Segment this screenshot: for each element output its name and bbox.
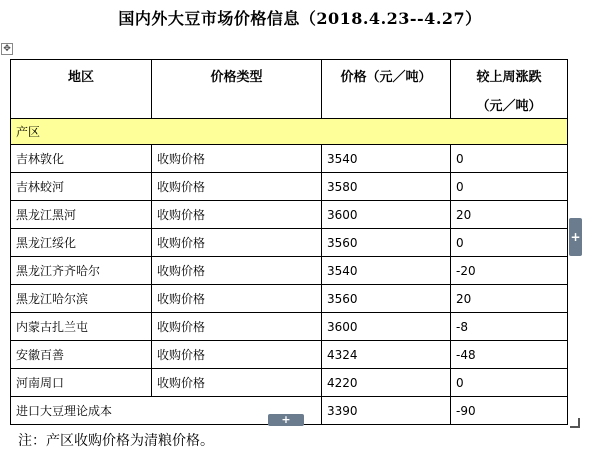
cell-price[interactable]: 4324 — [322, 341, 451, 369]
table-row — [11, 145, 568, 173]
cell-region[interactable]: 黑龙江齐齐哈尔 — [11, 257, 152, 285]
header-weekly-change-unit: （元／吨） — [476, 99, 542, 114]
footnote: 注：产区收购价格为清粮价格。 — [18, 433, 214, 449]
cell-price-type[interactable]: 收购价格 — [152, 145, 322, 173]
cell-change[interactable]: -20 — [451, 257, 568, 285]
table-row — [11, 341, 568, 369]
cell-price[interactable]: 3560 — [322, 285, 451, 313]
cell-price-type[interactable]: 收购价格 — [152, 257, 322, 285]
cell-price-type[interactable]: 收购价格 — [152, 341, 322, 369]
cell-change[interactable]: -8 — [451, 313, 568, 341]
table-row — [11, 173, 568, 201]
table-row — [11, 369, 568, 397]
cell-region[interactable]: 吉林蛟河 — [11, 173, 152, 201]
cell-price-type[interactable]: 收购价格 — [152, 173, 322, 201]
cell-price[interactable]: 3390 — [322, 397, 451, 425]
add-column-plus-icon[interactable]: + — [569, 218, 582, 256]
cell-region[interactable]: 吉林敦化 — [11, 145, 152, 173]
cell-change[interactable]: 20 — [451, 201, 568, 229]
cell-price-type[interactable]: 收购价格 — [152, 369, 322, 397]
table-resize-grip-icon[interactable] — [570, 418, 580, 428]
table-row — [11, 257, 568, 285]
table-row — [11, 285, 568, 313]
cell-price[interactable]: 3600 — [322, 201, 451, 229]
cell-price[interactable]: 3540 — [322, 145, 451, 173]
cell-price[interactable]: 3540 — [322, 257, 451, 285]
cell-region[interactable]: 内蒙古扎兰屯 — [11, 313, 152, 341]
header-weekly-change-label: 较上周涨跌 — [476, 70, 542, 85]
cell-change[interactable]: -90 — [451, 397, 568, 425]
cell-price-type[interactable]: 收购价格 — [152, 201, 322, 229]
cell-change[interactable]: 0 — [451, 173, 568, 201]
table-row — [11, 229, 568, 257]
cell-region[interactable]: 河南周口 — [11, 369, 152, 397]
cell-change[interactable]: 20 — [451, 285, 568, 313]
cell-price-type[interactable]: 收购价格 — [152, 229, 322, 257]
table-row — [11, 313, 568, 341]
price-table-container — [10, 59, 568, 425]
price-table — [10, 59, 568, 425]
cell-region[interactable]: 黑龙江绥化 — [11, 229, 152, 257]
add-row-plus-icon[interactable]: + — [268, 414, 304, 426]
cell-price-type[interactable]: 收购价格 — [152, 285, 322, 313]
cell-change[interactable]: 0 — [451, 145, 568, 173]
header-region[interactable]: 地区 — [11, 60, 152, 119]
cell-price[interactable]: 3600 — [322, 313, 451, 341]
section-row-producing-area — [11, 119, 568, 145]
cell-price[interactable]: 3560 — [322, 229, 451, 257]
header-weekly-change[interactable] — [451, 60, 568, 119]
header-price[interactable]: 价格（元／吨） — [322, 60, 451, 119]
header-price-type[interactable]: 价格类型 — [152, 60, 322, 119]
table-move-handle-icon[interactable]: ✥ — [1, 43, 13, 55]
cell-import-label[interactable]: 进口大豆理论成本 — [11, 397, 322, 425]
cell-region[interactable]: 黑龙江哈尔滨 — [11, 285, 152, 313]
cell-change[interactable]: -48 — [451, 341, 568, 369]
cell-region[interactable]: 黑龙江黑河 — [11, 201, 152, 229]
cell-region[interactable]: 安徽百善 — [11, 341, 152, 369]
cell-change[interactable]: 0 — [451, 229, 568, 257]
cell-price-type[interactable]: 收购价格 — [152, 313, 322, 341]
page-title: 国内外大豆市场价格信息（2018.4.23--4.27） — [118, 9, 482, 28]
cell-change[interactable]: 0 — [451, 369, 568, 397]
table-header-row — [11, 60, 568, 119]
cell-price[interactable]: 3580 — [322, 173, 451, 201]
section-label[interactable]: 产区 — [11, 119, 568, 145]
table-row — [11, 201, 568, 229]
cell-price[interactable]: 4220 — [322, 369, 451, 397]
